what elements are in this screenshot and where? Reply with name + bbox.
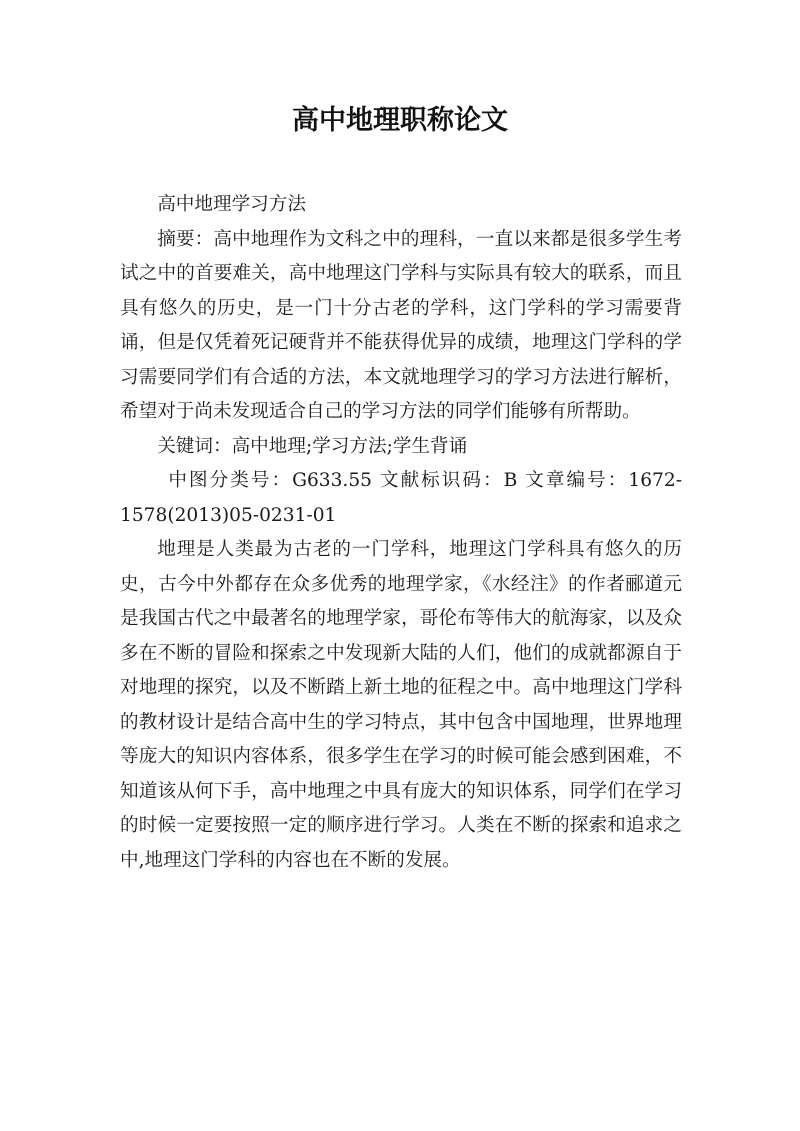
classification-paragraph: 中图分类号：G633.55 文献标识码：B 文章编号：1672-1578(2013)05-0231-01: [120, 470, 682, 526]
keywords-paragraph: 关键词：高中地理;学习方法;学生背诵: [157, 435, 468, 457]
body-paragraph-1: 地理是人类最为古老的一门学科，地理这门学科具有悠久的历史，古今中外都存在众多优秀的地理学家，《水经注》的作者郦道元是我国古代之中最著名的地理学家，哥伦布等伟大的航海家，以及众多在不断的冒险和探索之中发现新大陆的人们，他们的成就都源自于对地理的探究，以及不断踏上新土地的征程之中。高中地理这门学科的教材设计是结合高中生的学习特点，其中包含中国地理，世界地理等庞大的知识内容体系，很多学生在学习的时候可能会感到困难，不知道该从何下手，高中地理之中具有庞大的知识体系，同学们在学习的时候一定要按照一定的顺序进行学习。人类在不断的探索和追求之中,地理这门学科的内容也在不断的发展。: [120, 539, 682, 871]
abstract-paragraph: 摘要：高中地理作为文科之中的理科，一直以来都是很多学生考试之中的首要难关，高中地理这门学科与实际具有较大的联系，而且具有悠久的历史，是一门十分古老的学科，这门学科的学习需要背诵，但是仅凭着死记硬背并不能获得优异的成绩，地理这门学科的学习需要同学们有合适的方法，本文就地理学习的学习方法进行解析，希望对于尚未发现适合自己的学习方法的同学们能够有所帮助。: [120, 228, 682, 422]
subtitle-paragraph: 高中地理学习方法: [157, 194, 306, 215]
document-title: 高中地理职称论文: [292, 105, 508, 136]
document-body: [120, 188, 682, 878]
